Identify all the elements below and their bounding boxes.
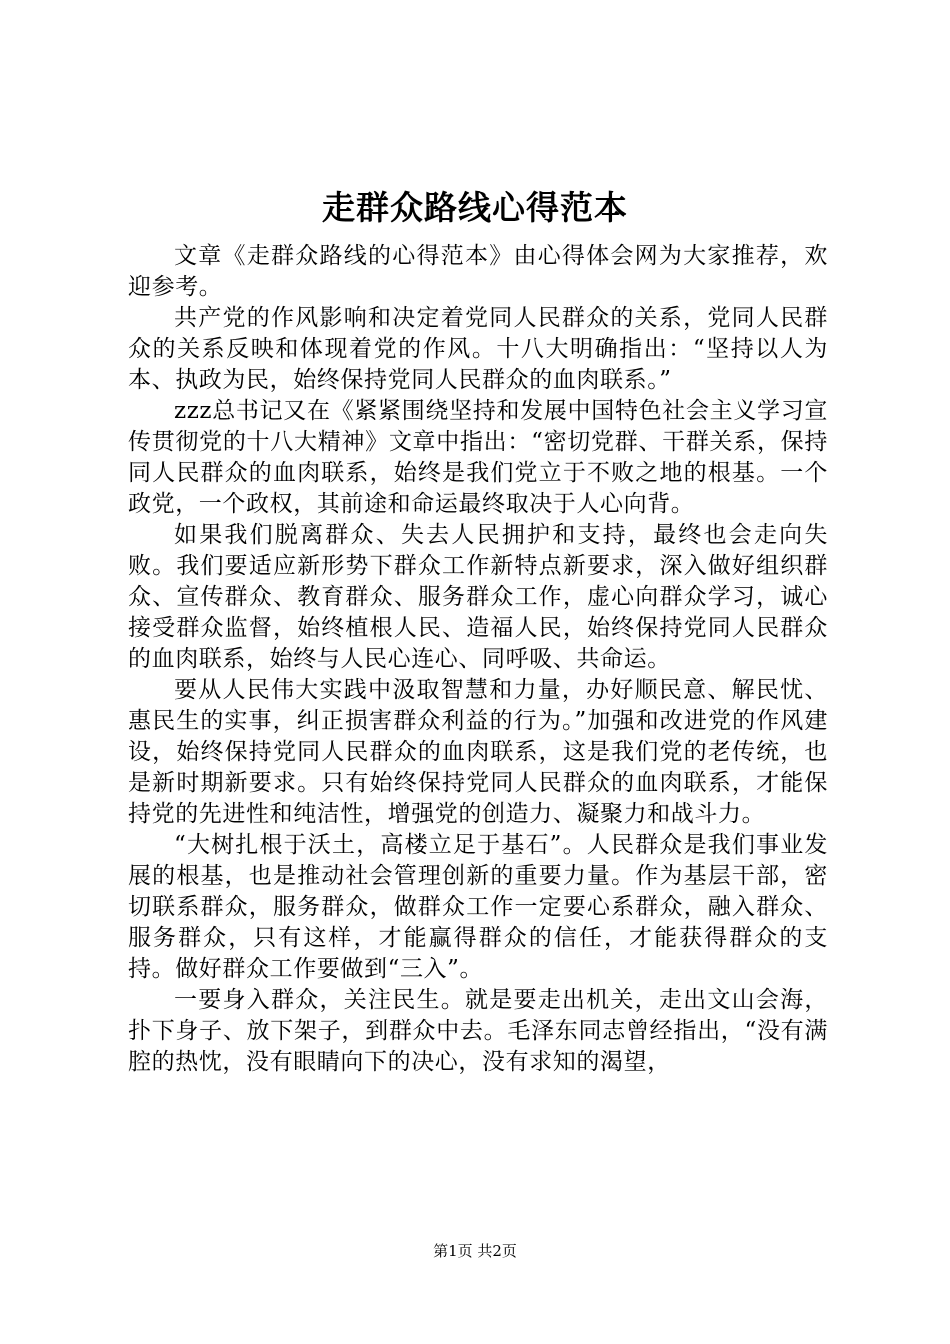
paragraph-intro: 文章《走群众路线的心得范本》由心得体会网为大家推荐，欢迎参考。 — [128, 243, 828, 300]
paragraph-quote: zzz总书记又在《紧紧围绕坚持和发展中国特色社会主义学习宣传贯彻党的十八大精神》文章中指出：“密切党群、干群关系，保持同人民群众的血肉联系，始终是我们党立于不败之地的根基。一个政党，一个政权，其前途和命运最终取决于人心向背。 — [128, 398, 828, 517]
document-body — [128, 241, 828, 1078]
paragraph-party-style: 共产党的作风影响和决定着党同人民群众的关系，党同人民群众的关系反映和体现着党的作风。十八大明确指出：“坚持以人为本、执政为民，始终保持党同人民群众的血肉联系。” — [128, 305, 828, 393]
paragraph-first-point: 一要身入群众，关注民生。就是要走出机关，走出文山会海，扑下身子、放下架子，到群众中去。毛泽东同志曾经指出，“没有满腔的热忱，没有眼睛向下的决心，没有求知的渴望， — [128, 987, 828, 1075]
page-number-footer: 第1页 共2页 — [433, 1242, 517, 1260]
paragraph-masses-work: 如果我们脱离群众、失去人民拥护和支持，最终也会走向失败。我们要适应新形势下群众工作新特点新要求，深入做好组织群众、宣传群众、教育群众、服务群众工作，虚心向群众学习，诚心接受群众监督，始终植根人民、造福人民，始终保持党同人民群众的血肉联系，始终与人民心连心、同呼吸、共命运。 — [128, 522, 828, 672]
document-title: 走群众路线心得范本 — [322, 188, 628, 227]
paragraph-party-building: 要从人民伟大实践中汲取智慧和力量，办好顺民意、解民忧、惠民生的实事，纠正损害群众利益的行为。”加强和改进党的作风建设，始终保持党同人民群众的血肉联系，这是我们党的老传统，也是新时期新要求。只有始终保持党同人民群众的血肉联系，才能保持党的先进性和纯洁性，增强党的创造力、凝聚力和战斗力。 — [128, 677, 828, 827]
paragraph-three-entries: “大树扎根于沃土，高楼立足于基石”。人民群众是我们事业发展的根基，也是推动社会管理创新的重要力量。作为基层干部，密切联系群众，服务群众，做群众工作一定要心系群众，融入群众、服务群众，只有这样，才能赢得群众的信任，才能获得群众的支持。做好群众工作要做到“三入”。 — [128, 832, 828, 982]
